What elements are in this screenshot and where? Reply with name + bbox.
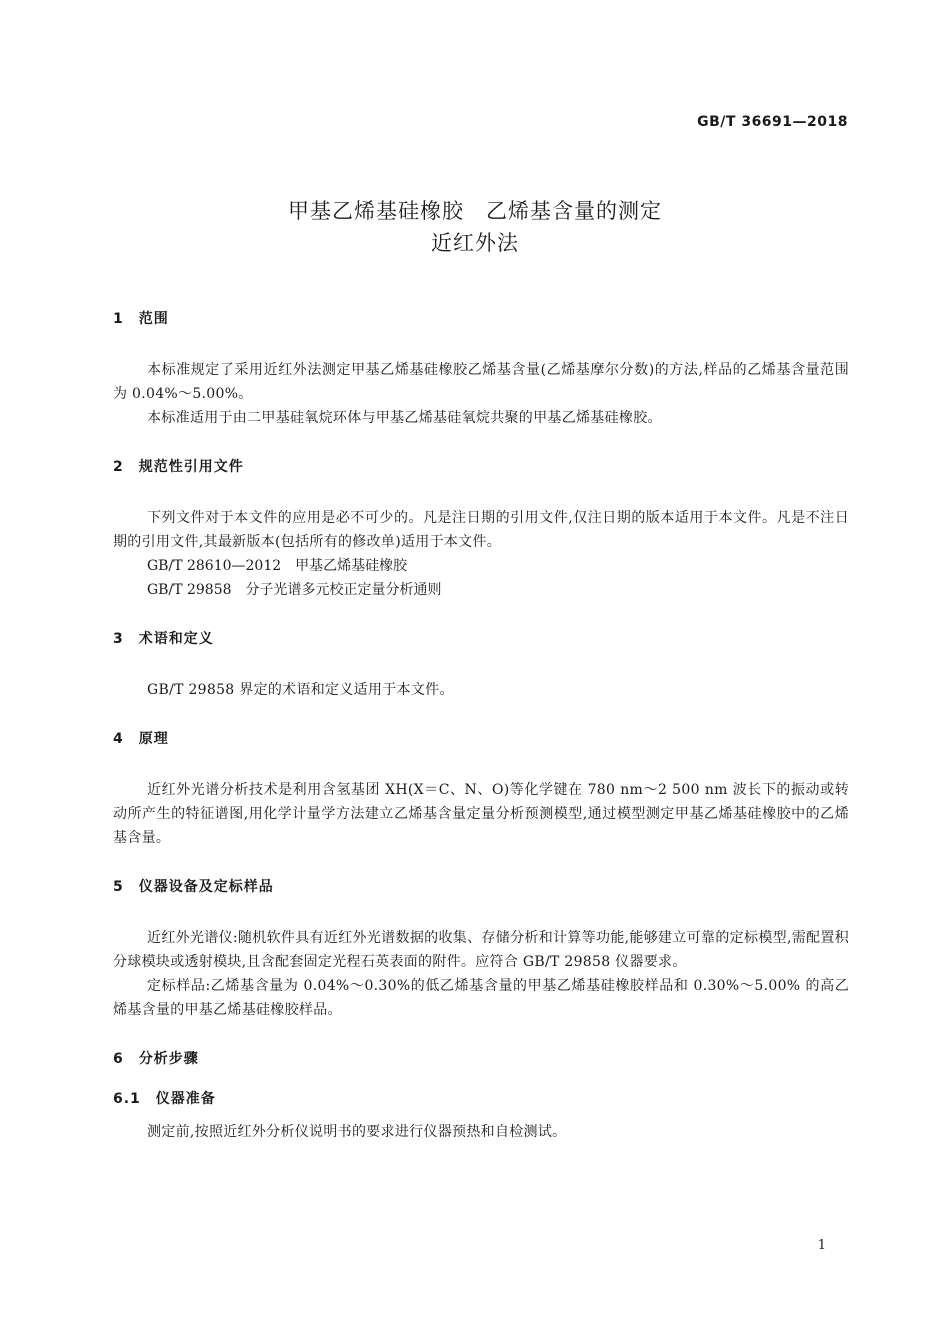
section-principle — [113, 726, 849, 850]
document-body — [113, 306, 849, 1168]
section-heading: 6 分析步骤 — [113, 1051, 199, 1067]
title-line-1: 甲基乙烯基硅橡胶 乙烯基含量的测定 — [288, 199, 662, 223]
paragraph: 近红外光谱仪:随机软件具有近红外光谱数据的收集、存储分析和计算等功能,能够建立可靠的定标模型,需配置积分球模块或透射模块,且含配套固定光程石英表面的附件。应符合 GB/T 29858 仪器要求。 — [113, 930, 849, 970]
section-procedure — [113, 1046, 849, 1144]
paragraph: 本标准规定了采用近红外法测定甲基乙烯基硅橡胶乙烯基含量(乙烯基摩尔分数)的方法,样品的乙烯基含量范围为 0.04%～5.00%。 — [113, 362, 849, 402]
section-heading: 1 范围 — [113, 311, 169, 327]
section-heading: 5 仪器设备及定标样品 — [113, 879, 274, 895]
document-title — [0, 195, 950, 259]
page-number: 1 — [817, 1238, 826, 1253]
section-normative-references — [113, 454, 849, 602]
subsection-heading: 6.1 仪器准备 — [113, 1091, 216, 1107]
section-heading: 3 术语和定义 — [113, 631, 214, 647]
section-terms — [113, 626, 849, 702]
paragraph: 近红外光谱分析技术是利用含氢基团 XH(X＝C、N、O)等化学键在 780 nm～2 500 nm 波长下的振动或转动所产生的特征谱图,用化学计量学方法建立乙烯基含量定量分析预测模型,通过模型测定甲基乙烯基硅橡胶中的乙烯基含量。 — [113, 782, 849, 846]
paragraph: 测定前,按照近红外分析仪说明书的要求进行仪器预热和自检测试。 — [147, 1124, 567, 1140]
reference-item: GB/T 29858 分子光谱多元校正定量分析通则 — [147, 582, 442, 598]
section-apparatus — [113, 874, 849, 1022]
section-heading: 2 规范性引用文件 — [113, 459, 244, 475]
paragraph: 本标准适用于由二甲基硅氧烷环体与甲基乙烯基硅氧烷共聚的甲基乙烯基硅橡胶。 — [147, 410, 662, 426]
paragraph: 下列文件对于本文件的应用是必不可少的。凡是注日期的引用文件,仅注日期的版本适用于本文件。凡是不注日期的引用文件,其最新版本(包括所有的修改单)适用于本文件。 — [113, 510, 849, 550]
section-heading: 4 原理 — [113, 731, 169, 747]
paragraph: GB/T 29858 界定的术语和定义适用于本文件。 — [147, 682, 454, 698]
standard-code: GB/T 36691—2018 — [697, 114, 848, 130]
title-line-2: 近红外法 — [431, 231, 519, 255]
reference-item: GB/T 28610—2012 甲基乙烯基硅橡胶 — [147, 558, 408, 574]
section-scope — [113, 306, 849, 430]
paragraph: 定标样品:乙烯基含量为 0.04%～0.30%的低乙烯基含量的甲基乙烯基硅橡胶样品和 0.30%～5.00% 的高乙烯基含量的甲基乙烯基硅橡胶样品。 — [113, 978, 849, 1018]
